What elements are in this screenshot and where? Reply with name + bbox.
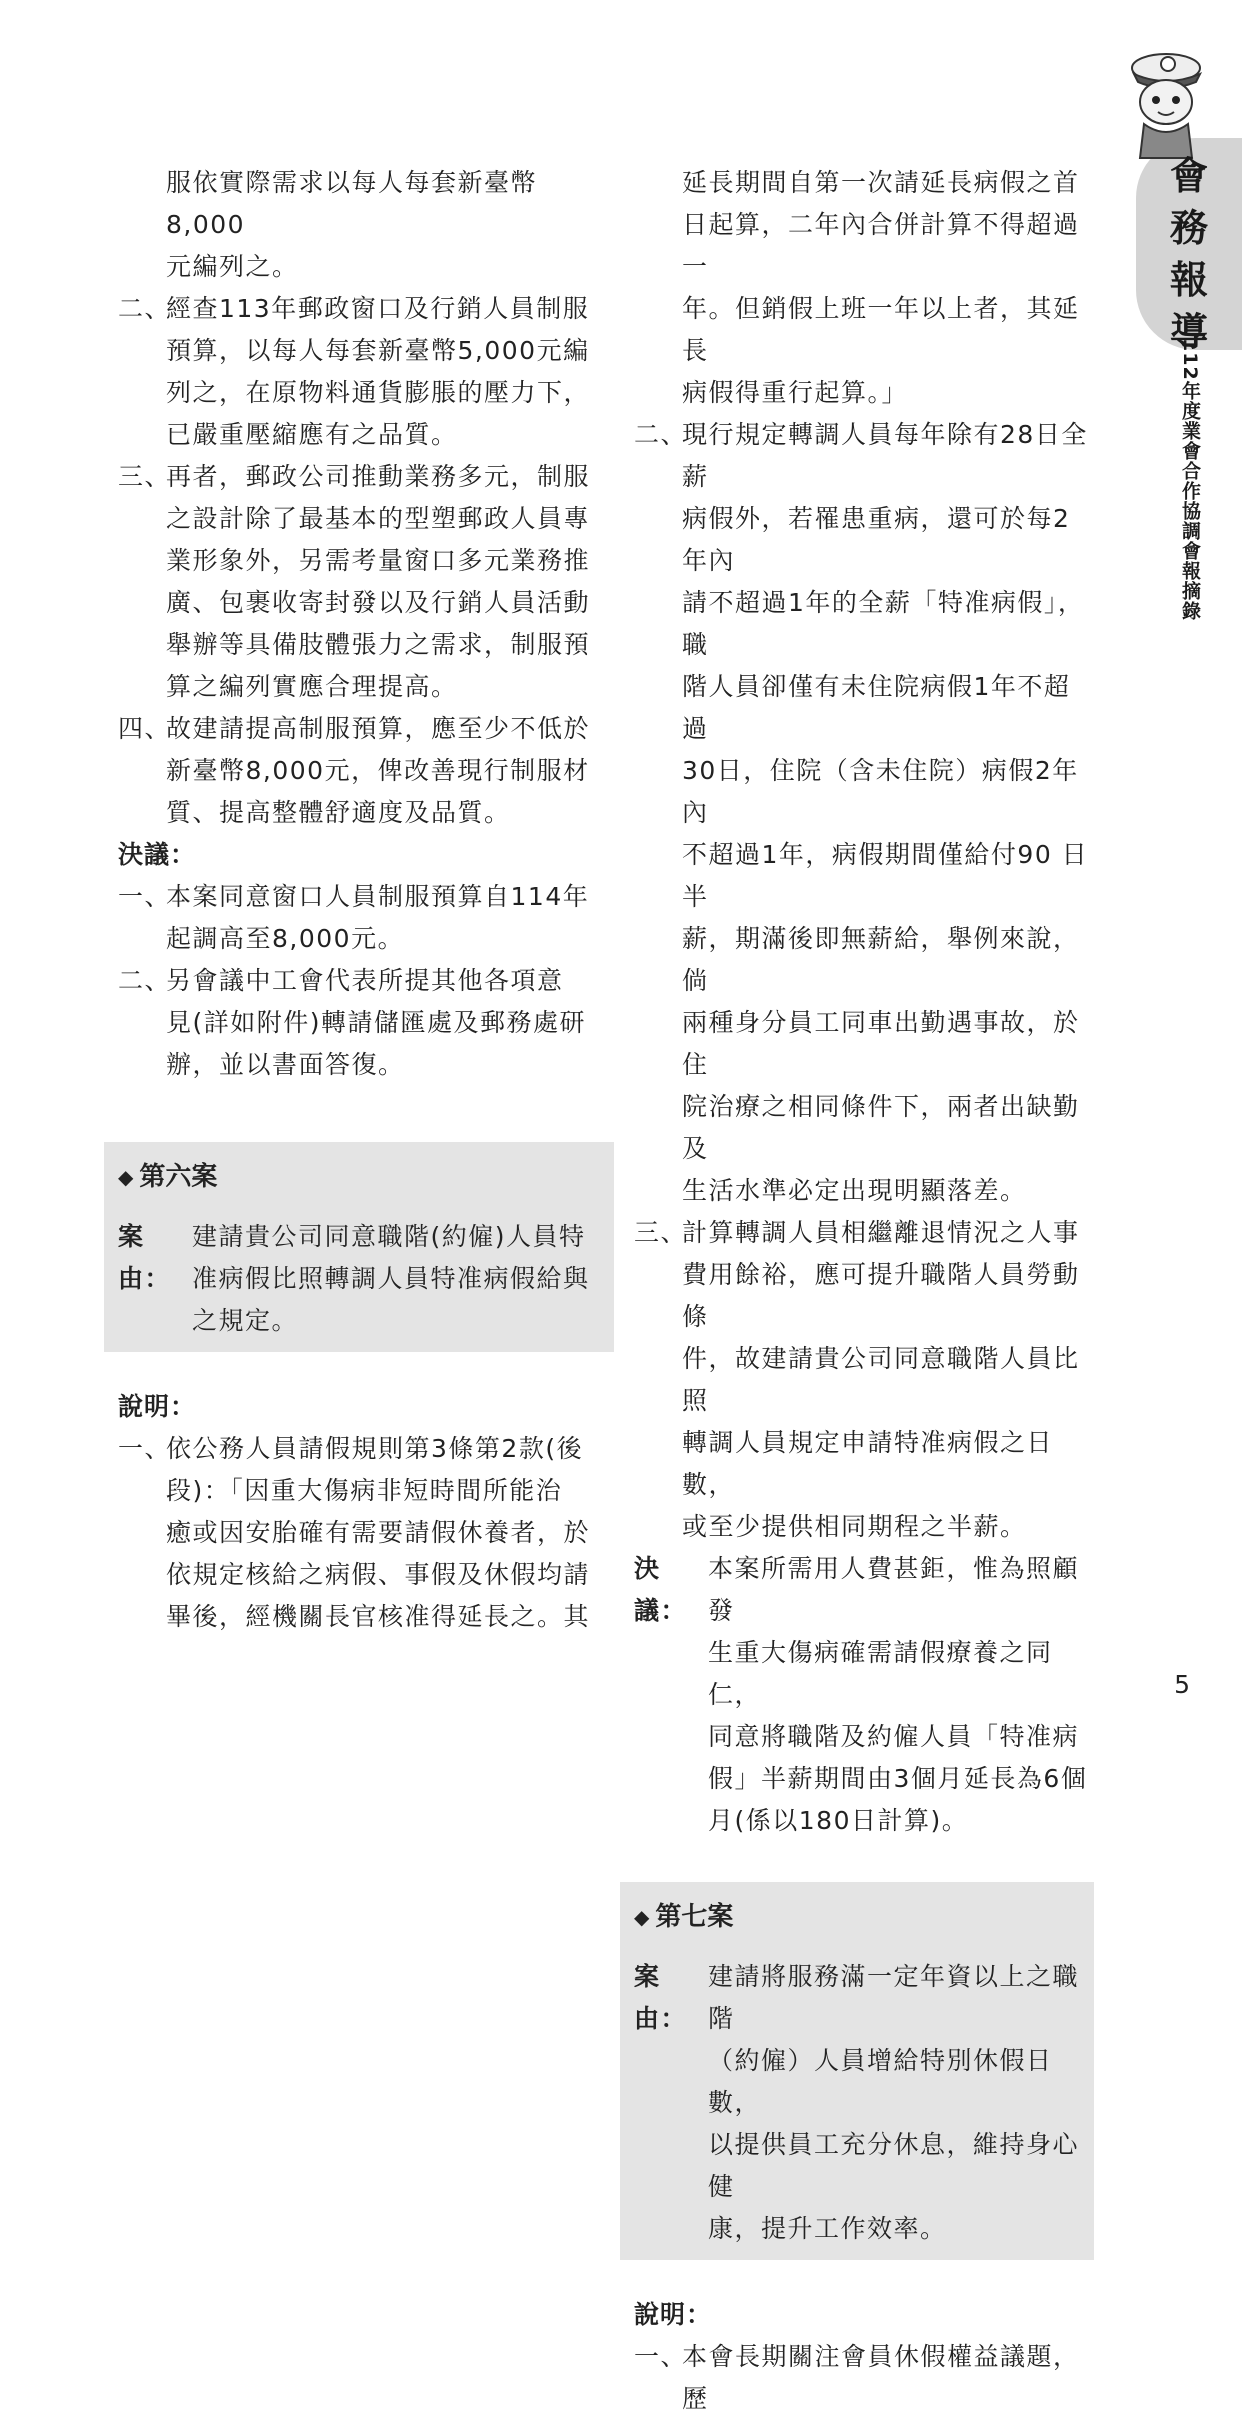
right-continuation: 延長期間自第一次請延長病假之首 日起算，二年內合併計算不得超過一 年。但銷假上班一年以上者，其延長 病假得重行起算。」 [682, 168, 1080, 407]
list-item: 三、 計算轉調人員相繼離退情況之人事 費用餘裕，應可提升職階人員勞動條 件，故建請貴公司同意職階人員比照 轉調人員規定申請特准病假之日數， 或至少提供相同期程之半薪。 [634, 1218, 1080, 1541]
case-seven-reason: 案由： 建請將服務滿一定年資以上之職階 （約僱）人員增給特別休假日數， 以提供員工充分休息，維持身心健 康，提升工作效率。 [634, 1962, 1080, 2243]
case-six-title: ◆ 第六案 [118, 1156, 600, 1198]
resolution-heading: 決議： [118, 840, 197, 869]
list-item: 三、 再者，郵政公司推動業務多元，制服 之設計除了最基本的型塑郵政人員專 業形象外，另需考量窗口多元業務推 廣、包裹收寄封發以及行銷人員活動 舉辦等具備肢體張力之需求，制服預 算之編列實應合理提高。 [118, 462, 591, 701]
list-item: 二、 經查113年郵政窗口及行銷人員制服 預算，以每人每套新臺幣5,000元編 列之，在原物料通貨膨脹的壓力下， 已嚴重壓縮應有之品質。 [118, 294, 591, 449]
right-column [634, 162, 1094, 2420]
intro-continuation: 服依實際需求以每人每套新臺幣8,000 元編列之。 [166, 168, 538, 281]
explain-heading: 說明： [118, 1392, 197, 1421]
diamond-icon: ◆ [634, 1905, 650, 1929]
case-six-box [104, 1142, 614, 1352]
list-item: 一、 依公務人員請假規則第3條第2款(後 段)：「因重大傷病非短時間所能治 癒或因安胎確有需要請假休養者，於 依規定核給之病假、事假及休假均請 畢後，經機關長官核准得延長之。其 [118, 1434, 591, 1631]
list-item: 二、 另會議中工會代表所提其他各項意 見(詳如附件)轉請儲匯處及郵務處研 辦，並以書面答復。 [118, 966, 587, 1079]
report-title: 112年度業會合作協調會報摘錄 [1179, 338, 1201, 621]
diamond-icon: ◆ [118, 1165, 134, 1189]
postman-mascot-icon [1104, 40, 1224, 160]
case-six-reason: 案由： 建請貴公司同意職階(約僱)人員特 准病假比照轉調人員特准病假給與 之規定。 [118, 1222, 590, 1335]
explain-heading: 說明： [634, 2300, 713, 2329]
resolution: 決議： 本案所需用人費甚鉅，惟為照顧發 生重大傷病確需請假療養之同仁， 同意將職階及約僱人員「特准病 假」半薪期間由3個月延長為6個 月(係以180日計算)。 [634, 1554, 1088, 1835]
case-seven-box [620, 1882, 1094, 2260]
page-number: 5 [1174, 1670, 1190, 1699]
list-item: 一、 本會長期關注會員休假權益議題，歷 [634, 2342, 1080, 2413]
list-item: 四、 故建請提高制服預算，應至少不低於 新臺幣8,000元，俾改善現行制服材 質、提高整體舒適度及品質。 [118, 714, 591, 827]
section-title: 會務報導 [1169, 153, 1208, 354]
case-seven-title: ◆ 第七案 [634, 1896, 1080, 1938]
list-item: 一、 本案同意窗口人員制服預算自114年 起調高至8,000元。 [118, 882, 590, 953]
list-item: 二、 現行規定轉調人員每年除有28日全薪 病假外，若罹患重病，還可於每2年內 請不超過1年的全薪「特准病假」，職 階人員卻僅有未住院病假1年不超過 30日，住院（含未住院）病假2年內 不超過1年，病假期間僅給付90 日半 薪，期滿後即無薪給，舉例來說，倘 兩種身分員工同車出勤遇事故，於住 院治療之相同條件下，兩者出缺勤及 生活水準必定出現明顯落差。 [634, 420, 1089, 1205]
left-column [118, 162, 614, 1638]
